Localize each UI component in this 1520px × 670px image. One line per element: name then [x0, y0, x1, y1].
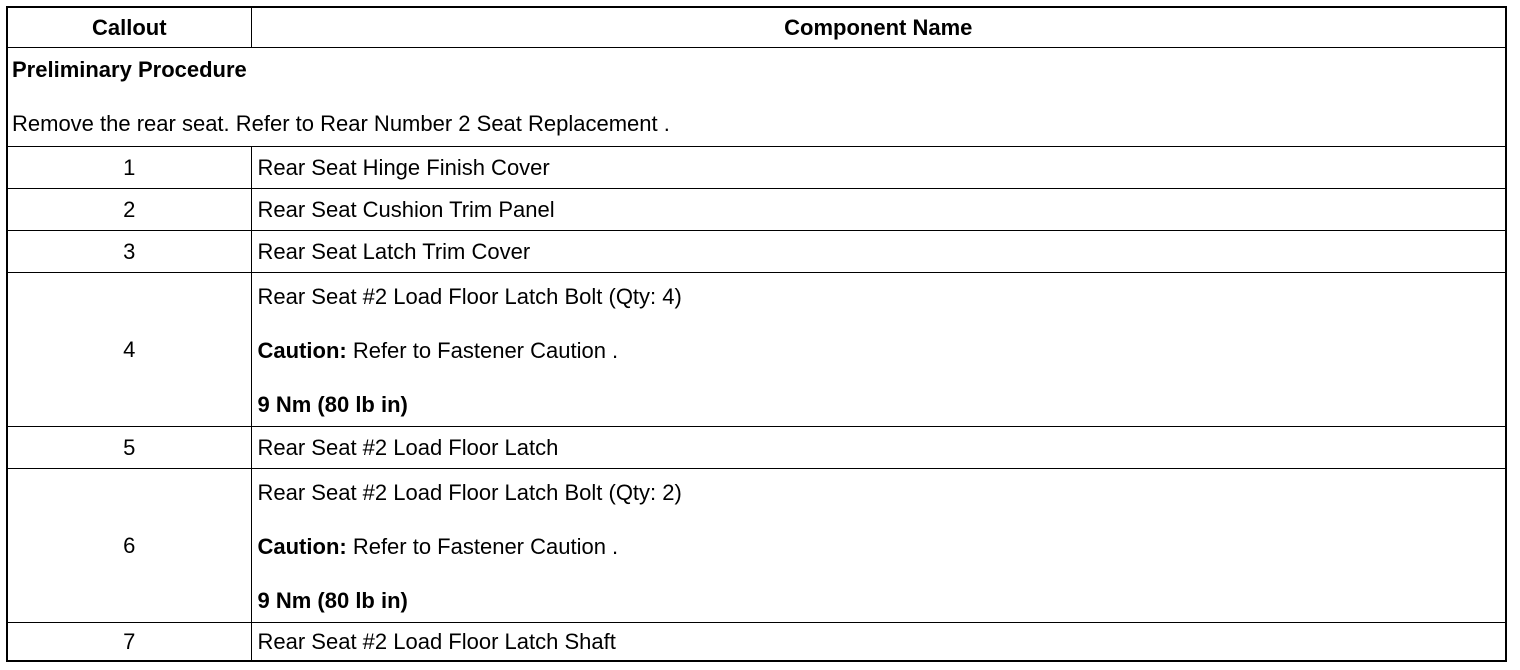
callout-cell: 1 — [8, 147, 251, 189]
table-row — [8, 469, 1505, 623]
component-name-cell — [251, 469, 1505, 623]
preliminary-text: Remove the rear seat. Refer to Rear Number 2 Seat Replacement . — [12, 111, 670, 136]
table-row — [8, 623, 1505, 661]
header-callout: Callout — [8, 8, 251, 48]
table-row — [8, 427, 1505, 469]
caution-label: Caution: — [257, 338, 347, 363]
preliminary-title: Preliminary Procedure — [12, 57, 247, 82]
caution-note — [258, 337, 1500, 364]
table-row — [8, 189, 1505, 231]
caution-text: Refer to Fastener Caution . — [346, 534, 619, 559]
callout-cell: 5 — [8, 427, 251, 469]
header-row — [8, 8, 1505, 48]
component-name-cell: Rear Seat Hinge Finish Cover — [251, 147, 1505, 189]
component-name: Rear Seat #2 Load Floor Latch Bolt (Qty: 4) — [257, 284, 682, 309]
table-row — [8, 147, 1505, 189]
table-row — [8, 273, 1505, 427]
component-name-cell: Rear Seat Latch Trim Cover — [251, 231, 1505, 273]
callout-cell: 2 — [8, 189, 251, 231]
caution-label: Caution: — [257, 534, 347, 559]
caution-text: Refer to Fastener Caution . — [346, 338, 619, 363]
torque-spec: 9 Nm (80 lb in) — [257, 392, 408, 417]
component-name-cell — [251, 273, 1505, 427]
caution-note — [258, 533, 1500, 560]
torque-spec: 9 Nm (80 lb in) — [257, 588, 408, 613]
preliminary-row — [8, 48, 1505, 147]
header-component-name: Component Name — [251, 8, 1505, 48]
table-row — [8, 231, 1505, 273]
component-table-frame — [6, 6, 1507, 662]
callout-cell: 3 — [8, 231, 251, 273]
component-name-cell: Rear Seat #2 Load Floor Latch — [251, 427, 1505, 469]
component-table — [8, 8, 1505, 660]
component-name-cell: Rear Seat Cushion Trim Panel — [251, 189, 1505, 231]
preliminary-cell — [8, 48, 1505, 147]
callout-cell: 7 — [8, 623, 251, 661]
component-name: Rear Seat #2 Load Floor Latch Bolt (Qty: 2) — [257, 480, 682, 505]
callout-cell: 4 — [8, 273, 251, 427]
callout-cell: 6 — [8, 469, 251, 623]
component-name-cell: Rear Seat #2 Load Floor Latch Shaft — [251, 623, 1505, 661]
